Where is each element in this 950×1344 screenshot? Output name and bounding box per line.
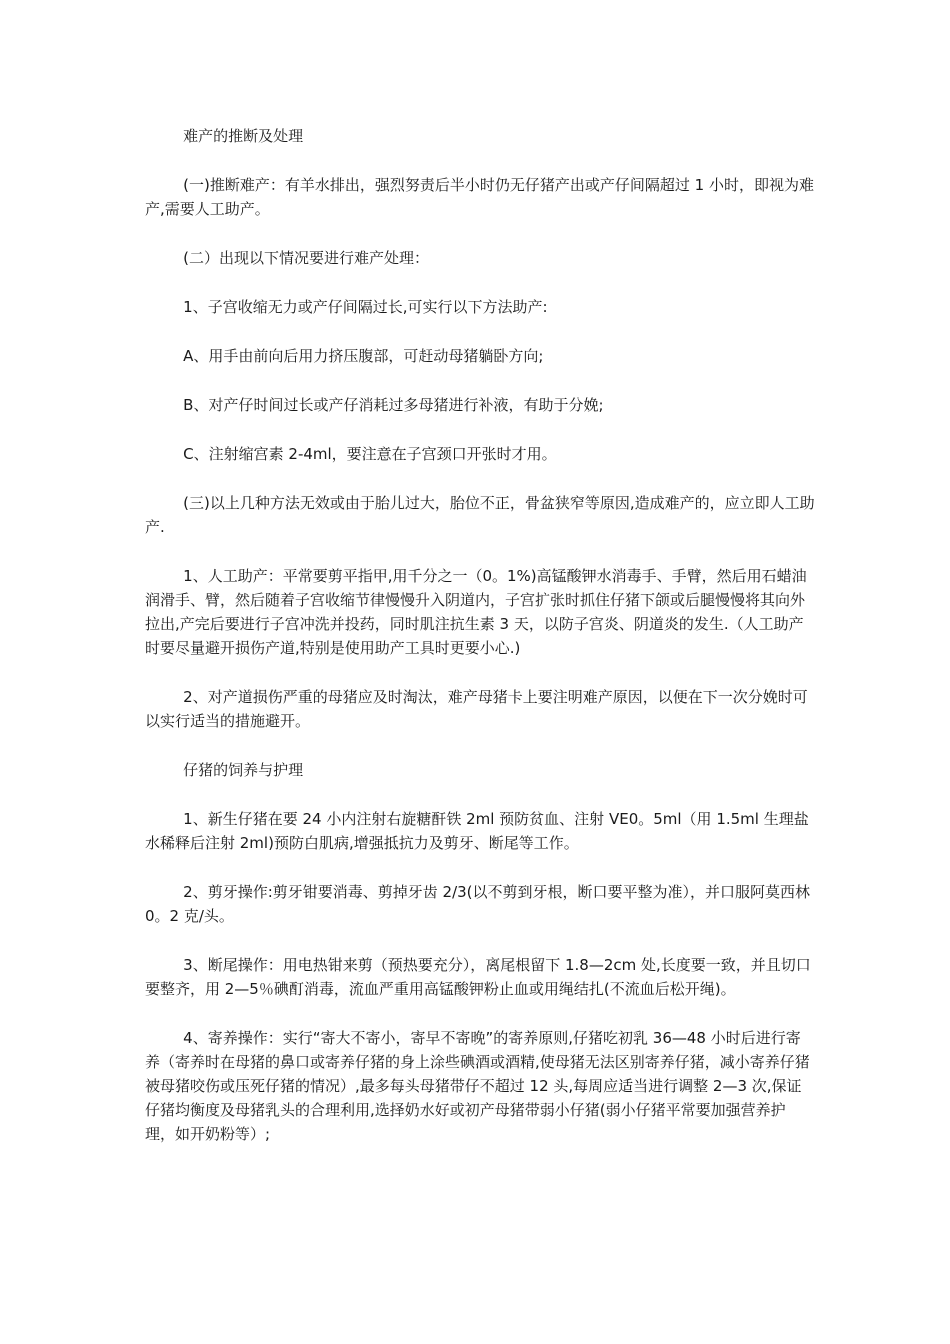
- paragraph-culling: 2、对产道损伤严重的母猪应及时淘汰，难产母猪卡上要注明难产原因，以便在下一次分娩时可以实行适当的措施避开。: [145, 688, 808, 730]
- paragraph-section-3: (三)以上几种方法无效或由于胎儿过大，胎位不正，骨盆狭窄等原因,造成难产的，应立即人工助产.: [145, 494, 815, 536]
- section-title-dystocia: 难产的推断及处理: [145, 127, 304, 145]
- paragraph-item-c: C、注射缩宫素 2-4ml，要注意在子宫颈口开张时才用。: [145, 445, 557, 463]
- paragraph-item-1: 1、子宫收缩无力或产仔间隔过长,可实行以下方法助产:: [145, 298, 548, 316]
- paragraph-item-a: A、用手由前向后用力挤压腹部，可赶动母猪躺卧方向;: [145, 347, 544, 365]
- paragraph-teeth-clipping: 2、剪牙操作:剪牙钳要消毒、剪掉牙齿 2/3(以不剪到牙根，断口要平整为准），并口服阿莫西林 0。2 克/头。: [145, 883, 815, 925]
- document-page: [145, 124, 815, 1146]
- paragraph-item-b: B、对产仔时间过长或产仔消耗过多母猪进行补液，有助于分娩;: [145, 396, 604, 414]
- paragraph-tail-docking: 3、断尾操作：用电热钳来剪（预热要充分），离尾根留下 1.8—2cm 处,长度要一致，并且切口要整齐，用 2—5％碘酊消毒，流血严重用高锰酸钾粉止血或用绳结扎(不流血后松开绳)。: [145, 956, 811, 998]
- paragraph-situations: (二）出现以下情况要进行难产处理：: [145, 249, 430, 267]
- section-title-piglet-care: 仔猪的饲养与护理: [145, 761, 304, 779]
- paragraph-fostering: 4、寄养操作：实行“寄大不寄小，寄早不寄晚”的寄养原则,仔猪吃初乳 36—48 小时后进行寄养（寄养时在母猪的鼻口或寄养仔猪的身上涂些碘酒或酒精,使母猪无法区别寄养仔猪，减小寄养仔猪被母猪咬伤或压死仔猪的情况）,最多每头母猪带仔不超过 12 头,每周应适当进行调整 2—3 次,保证仔猪均衡度及母猪乳头的合理利用,选择奶水好或初产母猪带弱小仔猪(弱小仔猪平常要加强营养护理，如开奶粉等）;: [145, 1029, 810, 1143]
- paragraph-diagnosis: (一)推断难产：有羊水排出，强烈努责后半小时仍无仔猪产出或产仔间隔超过 1 小时，即视为难产,需要人工助产。: [145, 176, 814, 218]
- paragraph-newborn-injection: 1、新生仔猪在要 24 小内注射右旋糖酐铁 2ml 预防贫血、注射 VE0。5ml（用 1.5ml 生理盐水稀释后注射 2ml)预防白肌病,增强抵抗力及剪牙、断尾等工作。: [145, 810, 809, 852]
- paragraph-manual-assist: 1、人工助产：平常要剪平指甲,用千分之一（0。1%)高锰酸钾水消毒手、手臂，然后用石蜡油润滑手、臂，然后随着子宫收缩节律慢慢升入阴道内，子宫扩张时抓住仔猪下颌或后腿慢慢将其向外拉出,产完后要进行子宫冲洗并投药，同时肌注抗生素 3 天，以防子宫炎、阴道炎的发生.（人工助产时要尽量避开损伤产道,特别是使用助产工具时更要小心.): [145, 567, 807, 657]
